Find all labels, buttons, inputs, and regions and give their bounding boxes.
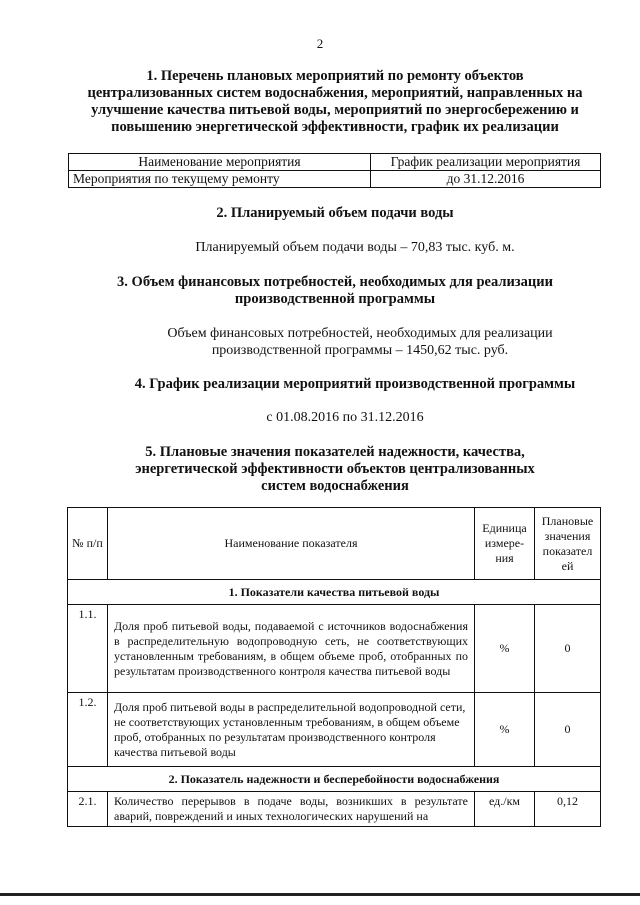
section-5-title-line: систем водоснабжения xyxy=(261,478,409,494)
indicator-value: 0 xyxy=(535,693,601,767)
section-1-title xyxy=(60,68,610,136)
section-3-text xyxy=(65,325,640,359)
group-2-title: 2. Показатель надежности и бесперебойности водоснабжения xyxy=(68,767,601,792)
unit-header: Единица измере-ния xyxy=(475,508,535,580)
table-row xyxy=(68,792,601,827)
indicator-value: 0,12 xyxy=(535,792,601,827)
section-1-title-line: повышению энергетической эффективности, график их реализации xyxy=(111,119,559,135)
indicator-name: Количество перерывов в подаче воды, возникших в результате аварий, повреждений и иных технологических нарушений на xyxy=(108,792,475,827)
section-2-title: 2. Планируемый объем подачи воды xyxy=(216,205,454,221)
activities-table xyxy=(68,153,601,188)
section-3-title xyxy=(40,274,630,308)
indicator-unit: % xyxy=(475,693,535,767)
num-header: № п/п xyxy=(68,508,108,580)
activities-table-row xyxy=(69,171,601,188)
activity-name-header: Наименование мероприятия xyxy=(69,154,371,171)
page-number: 2 xyxy=(316,36,324,51)
section-4-text: с 01.08.2016 по 31.12.2016 xyxy=(266,410,424,425)
section-1-title-line: улучшение качества питьевой воды, мероприятий по энергосбережению и xyxy=(91,102,579,118)
section-3-title-line: производственной программы xyxy=(234,291,436,307)
section-5-title-line: 5. Плановые значения показателей надежности, качества, xyxy=(145,444,525,460)
value-header: Плановые значения показател ей xyxy=(535,508,601,580)
row-number: 1.2. xyxy=(68,693,108,767)
group-row xyxy=(68,580,601,605)
group-row xyxy=(68,767,601,792)
row-number: 2.1. xyxy=(68,792,108,827)
indicator-value: 0 xyxy=(535,605,601,693)
indicator-unit: ед./км xyxy=(475,792,535,827)
section-5-title xyxy=(40,444,630,495)
scan-edge-line xyxy=(0,893,640,896)
activity-schedule-cell: до 31.12.2016 xyxy=(371,171,601,188)
section-3-text-line: Объем финансовых потребностей, необходимых для реализации xyxy=(167,326,553,341)
activity-name-cell: Мероприятия по текущему ремонту xyxy=(69,171,371,188)
section-3-title-line: 3. Объем финансовых потребностей, необходимых для реализации xyxy=(117,274,553,290)
section-5-title-line: энергетической эффективности объектов централизованных xyxy=(135,461,535,477)
section-4-title: 4. График реализации мероприятий производственной программы xyxy=(134,376,576,392)
table-row xyxy=(68,693,601,767)
indicator-name-header: Наименование показателя xyxy=(108,508,475,580)
group-1-title: 1. Показатели качества питьевой воды xyxy=(68,580,601,605)
indicators-table-header-row xyxy=(68,508,601,580)
activity-schedule-header: График реализации мероприятия xyxy=(371,154,601,171)
indicator-name: Доля проб питьевой воды в распределительной водопроводной сети, не соответствующих установленным требованиям, в общем объеме проб, отобранных по результатам производственного контроля качества питьевой воды xyxy=(108,693,475,767)
indicators-table xyxy=(67,507,601,827)
indicator-unit: % xyxy=(475,605,535,693)
section-2-text: Планируемый объем подачи воды – 70,83 тыс. куб. м. xyxy=(195,240,515,255)
indicator-name: Доля проб питьевой воды, подаваемой с источников водоснабжения в распределительную водопроводную сеть, не соответствующих установленным требованиям, в общем объеме проб, отобранных по результатам производственного контроля качества питьевой воды xyxy=(108,605,475,693)
activities-table-header-row xyxy=(69,154,601,171)
section-1-title-line: централизованных систем водоснабжения, мероприятий, направленных на xyxy=(87,85,583,101)
row-number: 1.1. xyxy=(68,605,108,693)
section-3-text-line: производственной программы – 1450,62 тыс. руб. xyxy=(211,343,509,358)
table-row xyxy=(68,605,601,693)
section-1-title-line: 1. Перечень плановых мероприятий по ремонту объектов xyxy=(146,68,524,84)
